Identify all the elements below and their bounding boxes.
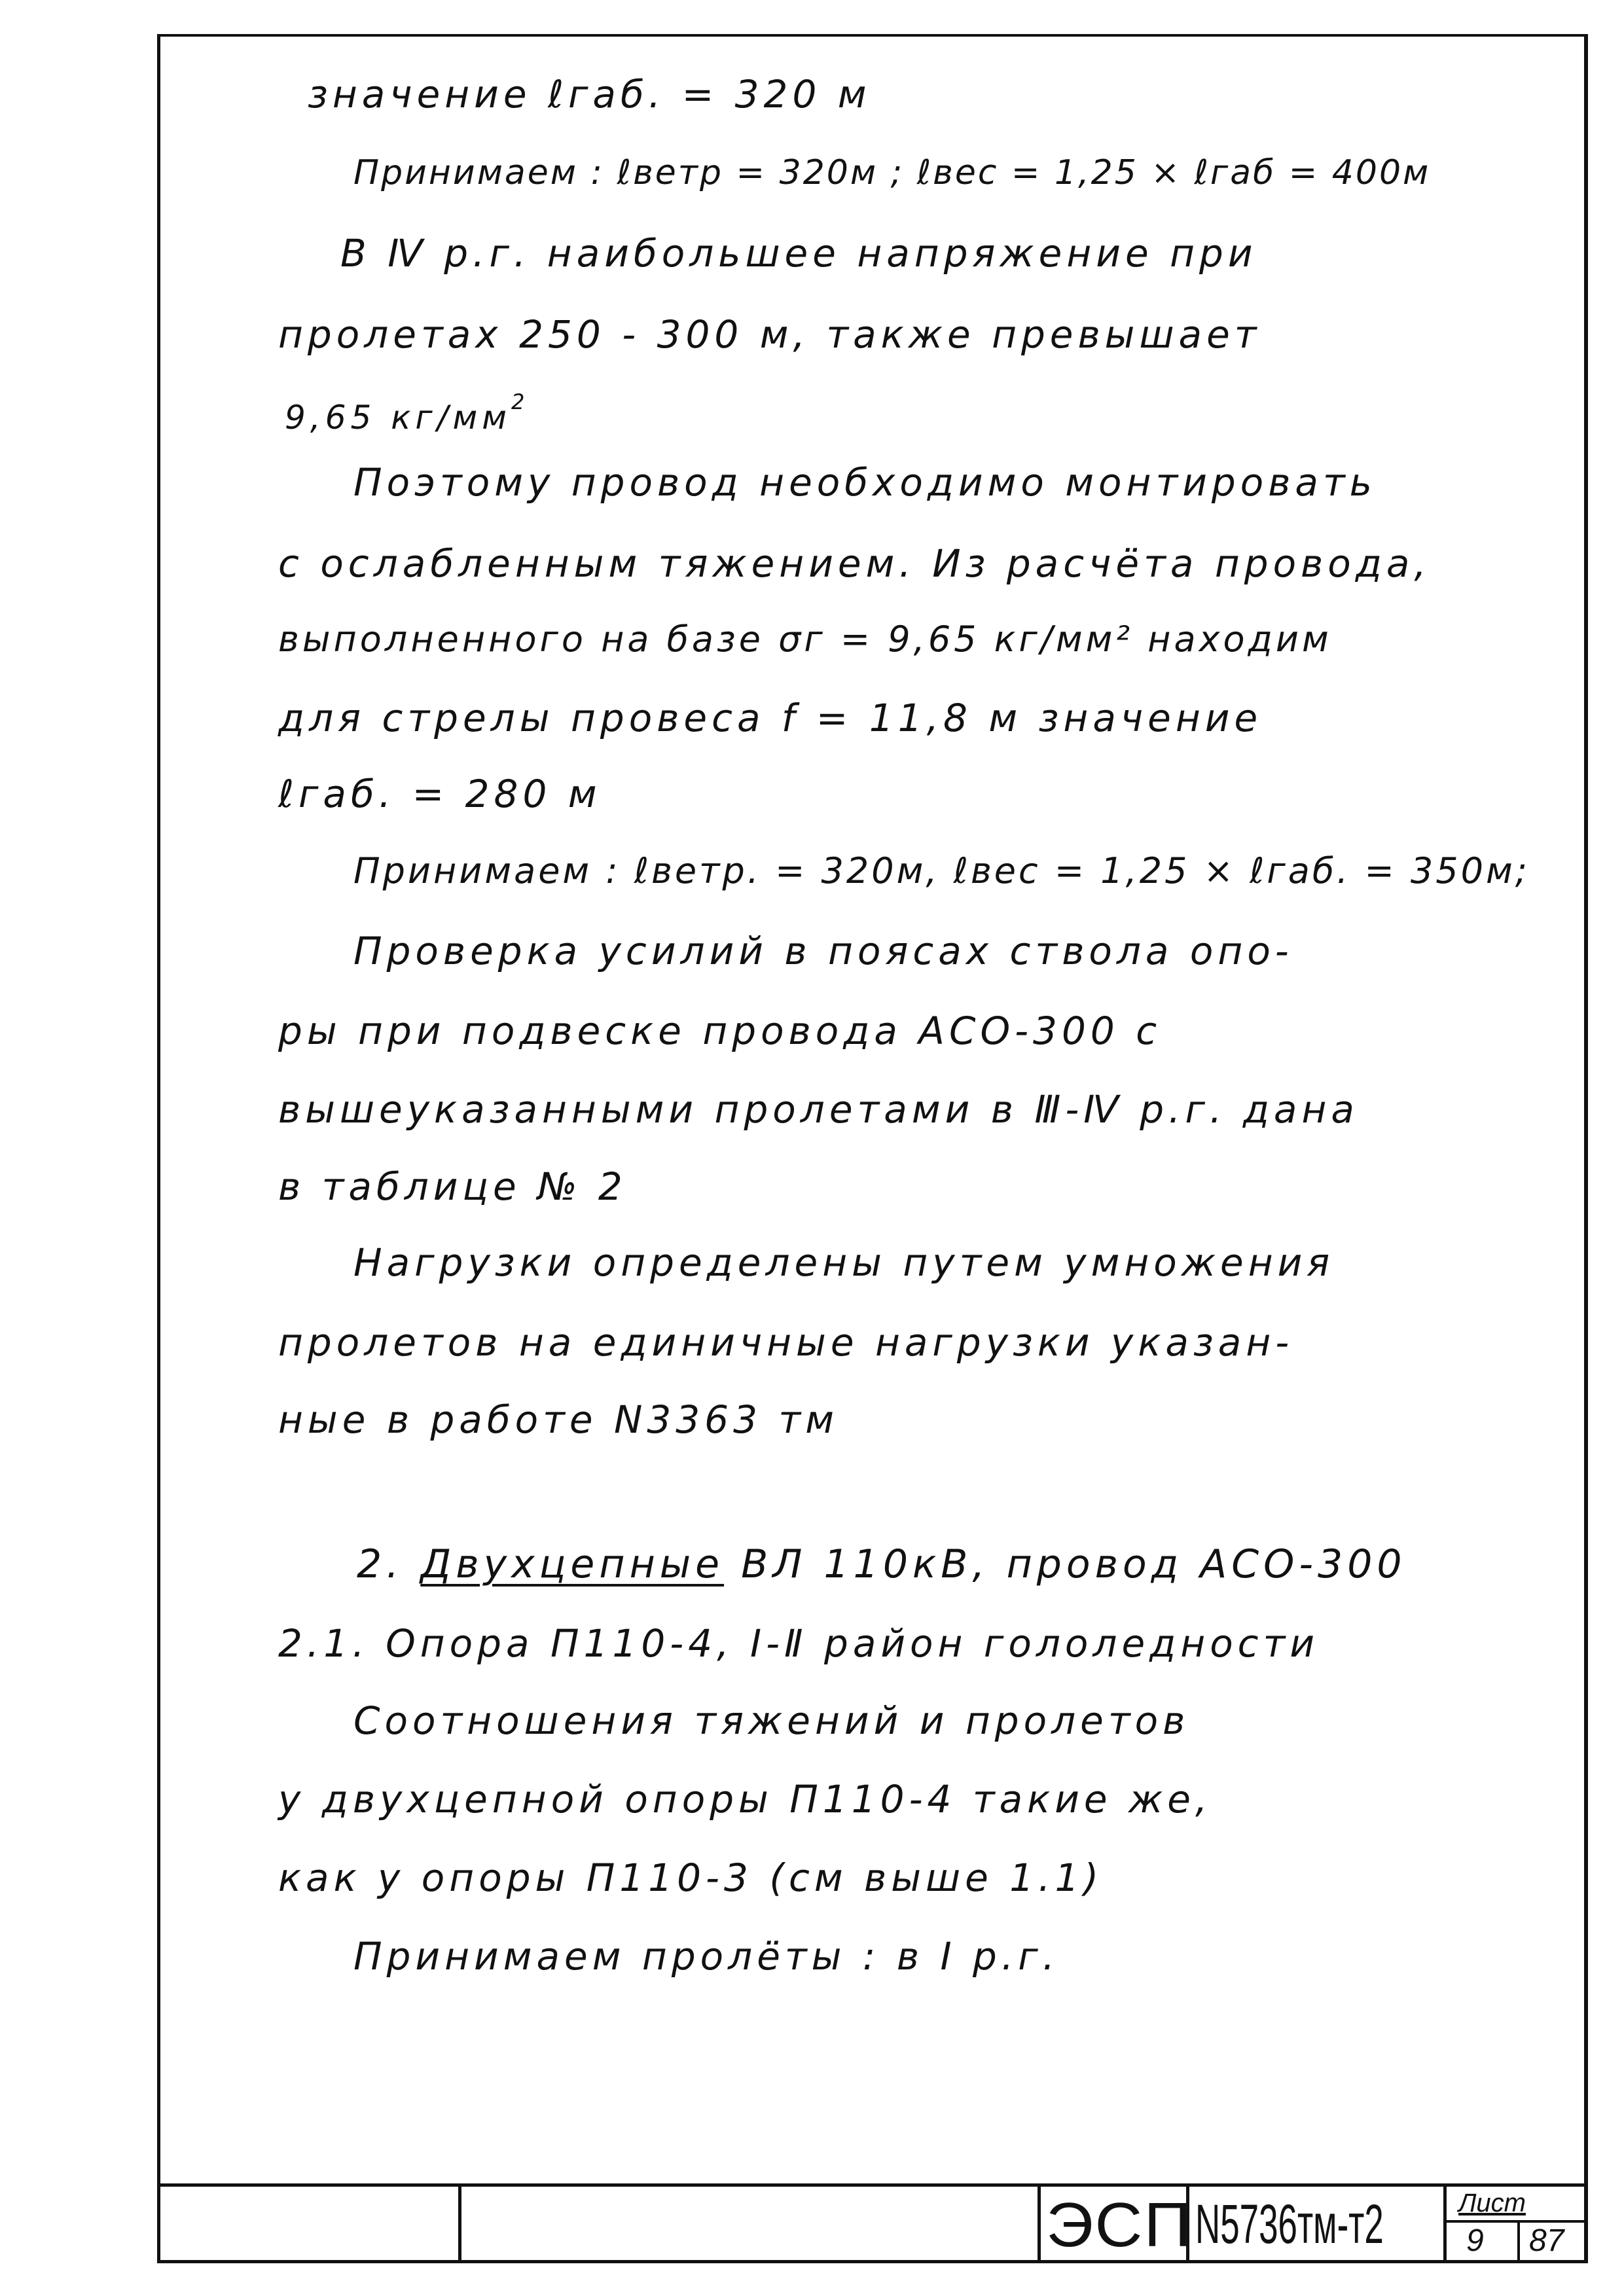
sheet-label: Лист xyxy=(1458,2189,1526,2217)
text-line-9: для стрелы провеса f = 11,8 м значение xyxy=(278,696,1263,740)
text-line-3: В Ⅳ р.г. наибольшее напряжение при xyxy=(340,231,1257,276)
stamp-organization: ЭСП xyxy=(1046,2190,1193,2260)
text-line-17: пролетов на единичные нагрузки указан- xyxy=(278,1320,1294,1365)
sheet-cell-h-divider xyxy=(1445,2220,1588,2223)
title-block-divider-4 xyxy=(1443,2183,1447,2263)
text-line-22: у двухцепной опоры П110-4 такие же, xyxy=(278,1777,1212,1821)
text-line-20: 2.1. Опора П110-4, Ⅰ-Ⅱ район гололедности xyxy=(278,1621,1320,1666)
text-line-18: ные в работе N3363 тм xyxy=(278,1397,839,1442)
sheet-cell-v-divider xyxy=(1517,2221,1520,2263)
text-line-5 xyxy=(285,389,525,437)
text-line-4: пролетах 250 - 300 м, также превышает xyxy=(278,312,1261,357)
text-line-24: Принимаем пролёты : в Ⅰ р.г. xyxy=(353,1934,1060,1979)
section-heading-number: 2. xyxy=(357,1541,404,1587)
text-line-14: вышеуказанными пролетами в Ⅲ-Ⅳ р.г. дана xyxy=(278,1087,1359,1132)
sheet-number: 9 xyxy=(1466,2223,1484,2258)
text-line-1: значение ℓгаб. = 320 м xyxy=(308,72,871,117)
section-heading xyxy=(357,1541,1407,1587)
text-line-5-value: 9,65 кг/мм xyxy=(285,399,511,437)
text-line-23: как у опоры П110-3 (см выше 1.1) xyxy=(278,1856,1104,1900)
text-line-16: Нагрузки определены путем умножения xyxy=(353,1240,1335,1285)
text-line-8: выполненного на базе σг = 9,65 кг/мм² находим xyxy=(278,619,1332,660)
text-line-7: с ослабленным тяжением. Из расчёта провода, xyxy=(278,541,1431,586)
title-block-divider-2 xyxy=(1038,2183,1041,2263)
text-line-11: Принимаем : ℓветр. = 320м, ℓвес = 1,25 × ℓгаб. = 350м; xyxy=(353,850,1530,891)
total-sheets: 87 xyxy=(1529,2223,1564,2258)
sheet-frame xyxy=(157,34,1588,2263)
section-heading-rest: ВЛ 110кВ, провод АСО-300 xyxy=(724,1541,1407,1587)
title-block-top-border xyxy=(157,2183,1588,2187)
text-line-5-superscript: 2 xyxy=(511,389,525,414)
text-line-12: Проверка усилий в поясах ствола опо- xyxy=(353,929,1293,973)
text-line-13: ры при подвеске провода АСО-300 с xyxy=(278,1009,1162,1053)
section-heading-underlined: Двухцепные xyxy=(420,1541,725,1587)
text-line-15: в таблице № 2 xyxy=(278,1164,627,1209)
text-line-2: Принимаем : ℓветр = 320м ; ℓвес = 1,25 × ℓгаб = 400м xyxy=(353,153,1431,192)
title-block-divider-1 xyxy=(458,2183,461,2263)
text-line-21: Соотношения тяжений и пролетов xyxy=(353,1698,1190,1743)
text-line-10: ℓгаб. = 280 м xyxy=(278,772,602,816)
text-line-6: Поэтому провод необходимо монтировать xyxy=(353,460,1377,505)
stamp-document-number: N5736тм-т2 xyxy=(1195,2193,1384,2255)
